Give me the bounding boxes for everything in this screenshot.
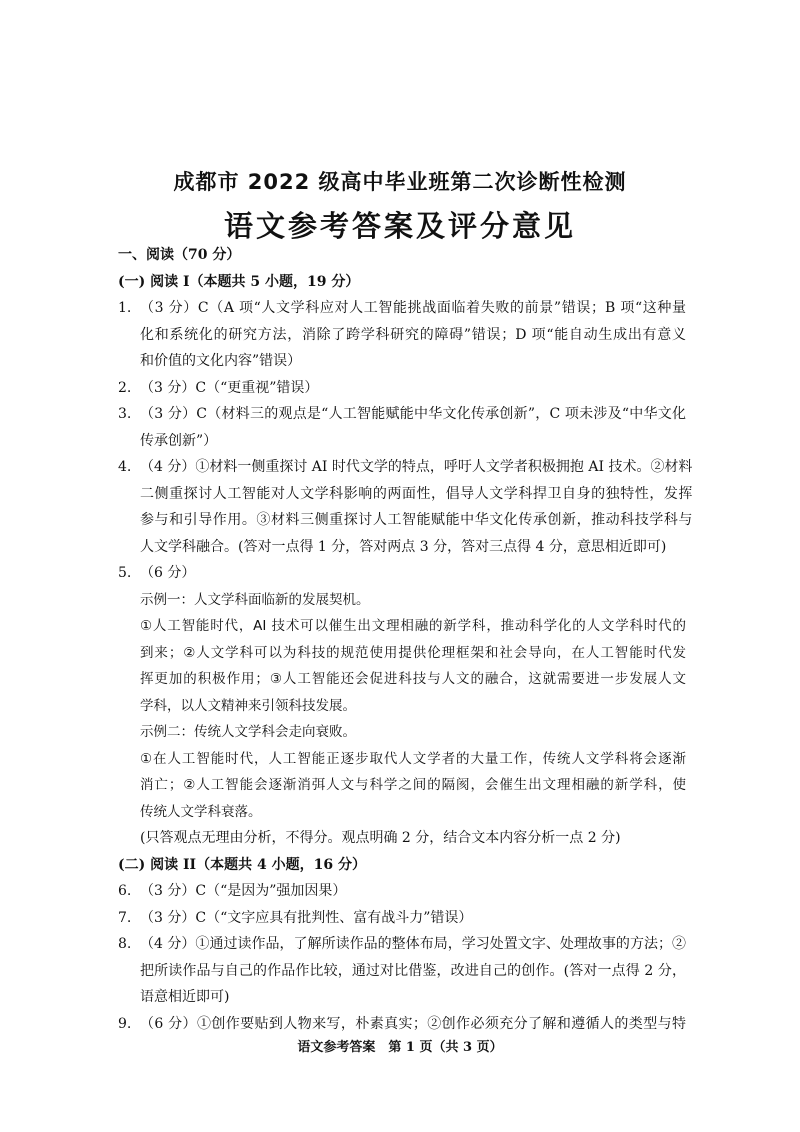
answer-item-7 [118, 905, 686, 932]
answer-line: （3 分）C（“更重视”错误） [140, 379, 319, 396]
answer-line: 人文学科融合。(答对一点得 1 分，答对两点 3 分，答对三点得 4 分，意思相近即可) [140, 538, 667, 555]
sample-line: 消亡；②人工智能会逐渐消弭人文与科学之间的隔阂，会催生出文理相融的新学科，使 [140, 777, 686, 793]
answer-item-2 [118, 375, 686, 402]
question-number: 4. [118, 459, 132, 475]
answer-body [118, 242, 693, 1037]
question-number: 6. [118, 883, 132, 899]
answer-item-6 [118, 878, 686, 905]
reading-1-heading: (一) 阅读 I（本题共 5 小题，19 分） [118, 273, 360, 290]
sample-line: 传统人文学科衰落。 [140, 803, 262, 820]
answer-line: （3 分）C（“文字应具有批判性、富有战斗力”错误） [140, 909, 473, 926]
question-number: 7. [118, 909, 132, 926]
sample-2-title: 示例二：传统人文学科会走向衰败。 [140, 724, 356, 740]
question-number: 8. [118, 936, 132, 952]
sample-line: ①在人工智能时代，人工智能正逐步取代人文学者的大量工作，传统人文学科将会逐渐 [140, 750, 686, 767]
answer-line: （6 分）①创作要贴到人物来写，朴素真实；②创作必须充分了解和遵循人的类型与特 [140, 1015, 686, 1032]
answer-item-4 [118, 454, 693, 560]
answer-line: 语意相近即可) [140, 989, 230, 1005]
answer-line: 传承创新”） [140, 432, 218, 449]
sample-line: 到来；②人文学科可以为科技的规范使用提供伦理框架和社会导向，在人工智能时代发 [140, 644, 686, 661]
sample-answers [140, 587, 686, 826]
answer-item-3 [118, 401, 686, 454]
answer-line: 把所读作品与自己的作品作比较，通过对比借鉴，改进自己的创作。(答对一点得 2 分， [140, 962, 686, 979]
answer-line: 参与和引导作用。③材料三侧重探讨人工智能赋能中华文化传承创新，推动科技学科与 [140, 512, 693, 528]
section-heading: 一、阅读（70 分） [118, 247, 241, 263]
sample-1-title: 示例一：人文学科面临新的发展契机。 [140, 591, 370, 608]
answer-line: （4 分）①材料一侧重探讨 AI 时代文学的特点，呼吁人文学者积极拥抱 AI 技术。②材料 [140, 459, 693, 475]
answer-line: 化和系统化的研究方法，消除了跨学科研究的障碍”错误；D 项“能自动生成出有意义 [140, 326, 686, 343]
answer-line: （4 分）①通过读作品，了解所读作品的整体布局，学习处置文字、处理故事的方法；② [140, 936, 686, 952]
answer-line: 和价值的文化内容”错误） [140, 353, 302, 369]
question-number: 9. [118, 1015, 132, 1032]
answer-line: （3 分）C（“是因为”强加因果） [140, 883, 347, 899]
answer-item-9 [118, 1011, 686, 1038]
answer-item-5 [118, 560, 686, 587]
document-subtitle: 语文参考答案及评分意见 [223, 209, 576, 243]
answer-line: （6 分） [140, 565, 196, 581]
scoring-note: (只答观点无理由分析，不得分。观点明确 2 分，结合文本内容分析一点 2 分) [140, 830, 621, 846]
reading-2-heading: (二) 阅读 II（本题共 4 小题，16 分） [118, 856, 366, 873]
answer-line: 二侧重探讨人工智能对人文学科影响的两面性，倡导人文学科捍卫自身的独特性，发挥 [140, 485, 693, 502]
answer-line: （3 分）C（材料三的观点是“人工智能赋能中华文化传承创新”，C 项未涉及“中华文化 [140, 406, 686, 422]
question-number: 3. [118, 406, 132, 422]
exam-title: 成都市 2022 级高中毕业班第二次诊断性检测 [173, 170, 627, 194]
sample-line: 学科，以人文精神来引领科技发展。 [140, 697, 356, 714]
answer-item-1 [118, 295, 686, 375]
question-number: 1. [118, 300, 132, 316]
sample-line: ①人工智能时代，AI 技术可以催生出文理相融的新学科，推动科学化的人文学科时代的 [140, 618, 686, 634]
answer-item-8 [118, 931, 686, 1011]
question-number: 2. [118, 379, 132, 396]
answer-line: （3 分）C（A 项“人文学科应对人工智能挑战面临着失败的前景”错误；B 项“这种量 [140, 300, 686, 316]
question-number: 5. [118, 565, 132, 581]
sample-line: 挥更加的积极作用；③人工智能还会促进科技与人文的融合，这就需要进一步发展人文 [140, 671, 686, 687]
page-footer: 语文参考答案 第 1 页（共 3 页） [297, 1040, 503, 1055]
